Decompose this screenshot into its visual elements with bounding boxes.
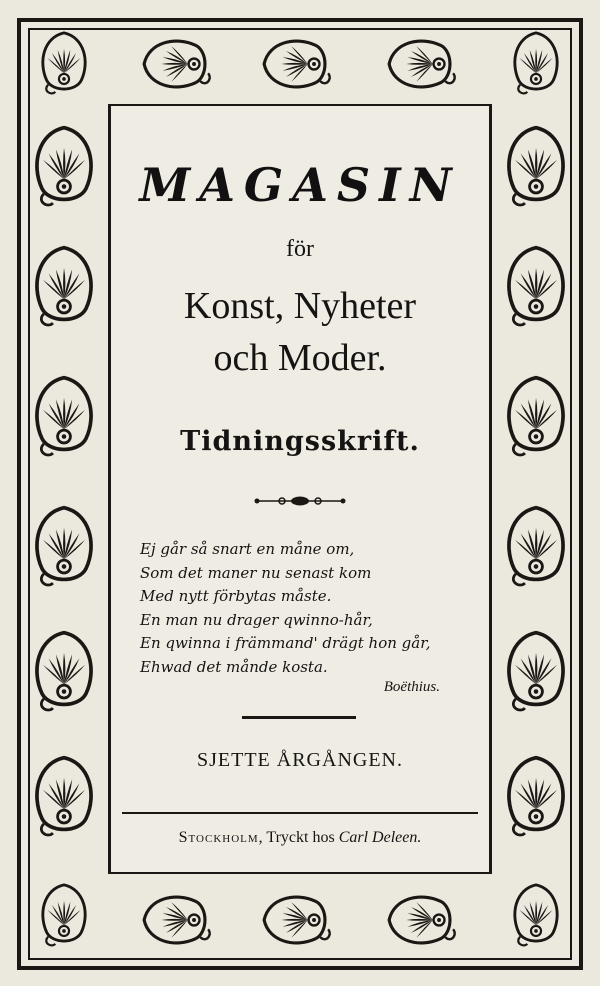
poem-line: En qwinna i främmand' drägt hon går, <box>140 634 431 652</box>
volume-label: SJETTE ÅRGÅNGEN. <box>197 749 403 771</box>
poem-line: Ehwad det månde kosta. <box>140 657 328 676</box>
imprint-printer: Carl Deleen. <box>338 829 422 846</box>
poem-line: Med nytt förbytas måste. <box>140 587 332 605</box>
short-divider <box>242 716 356 719</box>
epigraph-poem <box>140 538 470 679</box>
subtitle-line-2: och Moder. <box>213 337 387 379</box>
poem-line: Ej går så snart en måne om, <box>140 540 355 558</box>
subtitle-line-1: Konst, Nyheter <box>183 285 417 327</box>
publication-kind: Tidningsskrift. <box>180 426 420 457</box>
imprint <box>108 829 492 847</box>
poem-line: Som det maner nu senast kom <box>140 563 372 582</box>
poem-author: Boëthius. <box>383 679 440 695</box>
imprint-middle: , Tryckt hos <box>258 829 339 846</box>
poem-line: En man nu drager qwinno-hår, <box>140 610 373 629</box>
page-title: MAGASIN <box>139 158 461 212</box>
imprint-city: Stockholm <box>178 829 259 846</box>
subtitle <box>108 280 492 384</box>
fleuron-ornament-icon <box>252 494 348 508</box>
subtitle-preposition: för <box>286 236 314 262</box>
long-divider <box>122 812 478 814</box>
